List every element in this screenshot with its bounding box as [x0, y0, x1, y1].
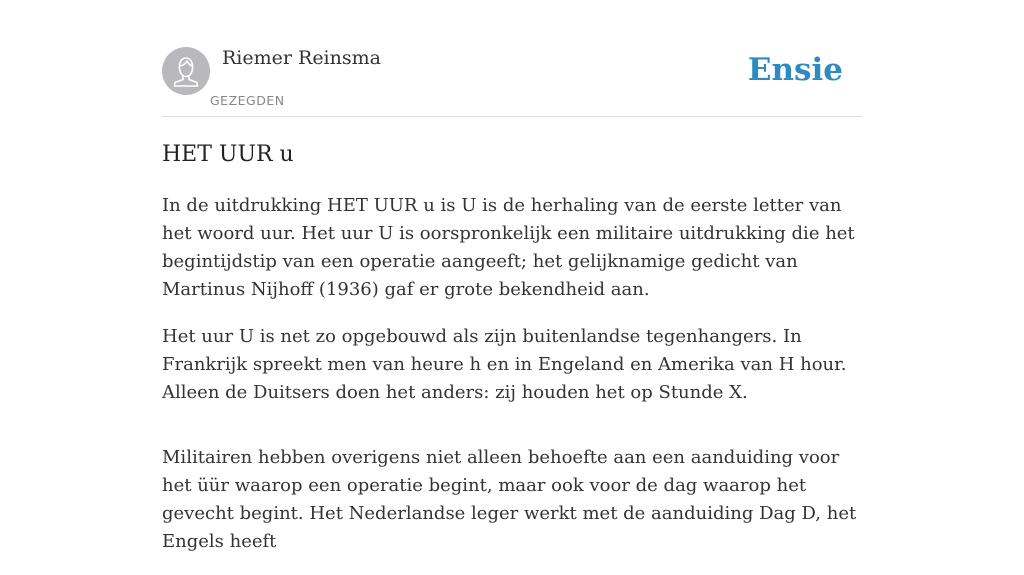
article-title: HET UUR u: [162, 142, 294, 167]
article-header: [162, 0, 862, 117]
avatar[interactable]: [162, 47, 210, 95]
article-paragraph: Militairen hebben overigens niet alleen behoefte aan een aanduiding voor het üür waarop een operatie begint, maar ook voor de dag waarop het gevecht begint. Het Nederlandse leger werkt met de aanduiding Dag D, het Engels heeft: [162, 447, 857, 552]
author-name[interactable]: Riemer Reinsma: [222, 47, 381, 69]
article-paragraph: Het uur U is net zo opgebouwd als zijn buitenlandse tegenhangers. In Frankrijk spreekt men van heure h en in Engeland en Amerika van H hour. Alleen de Duitsers doen het anders: zij houden het op Stunde X.: [162, 326, 847, 403]
article-paragraph: In de uitdrukking HET UUR u is U is de herhaling van de eerste letter van het woord uur. Het uur U is oorspronkelijk een militaire uitdrukking die het begintijdstip van een operatie aangeeft; het gelijknamige gedicht van Martinus Nijhoff (1936) gaf er grote bekendheid aan.: [162, 195, 855, 300]
site-logo[interactable]: Ensie: [747, 52, 843, 88]
article-container: [162, 0, 862, 552]
user-outline-icon: [162, 47, 210, 95]
category-label[interactable]: GEZEGDEN: [210, 93, 285, 108]
article-body: [162, 192, 862, 575]
